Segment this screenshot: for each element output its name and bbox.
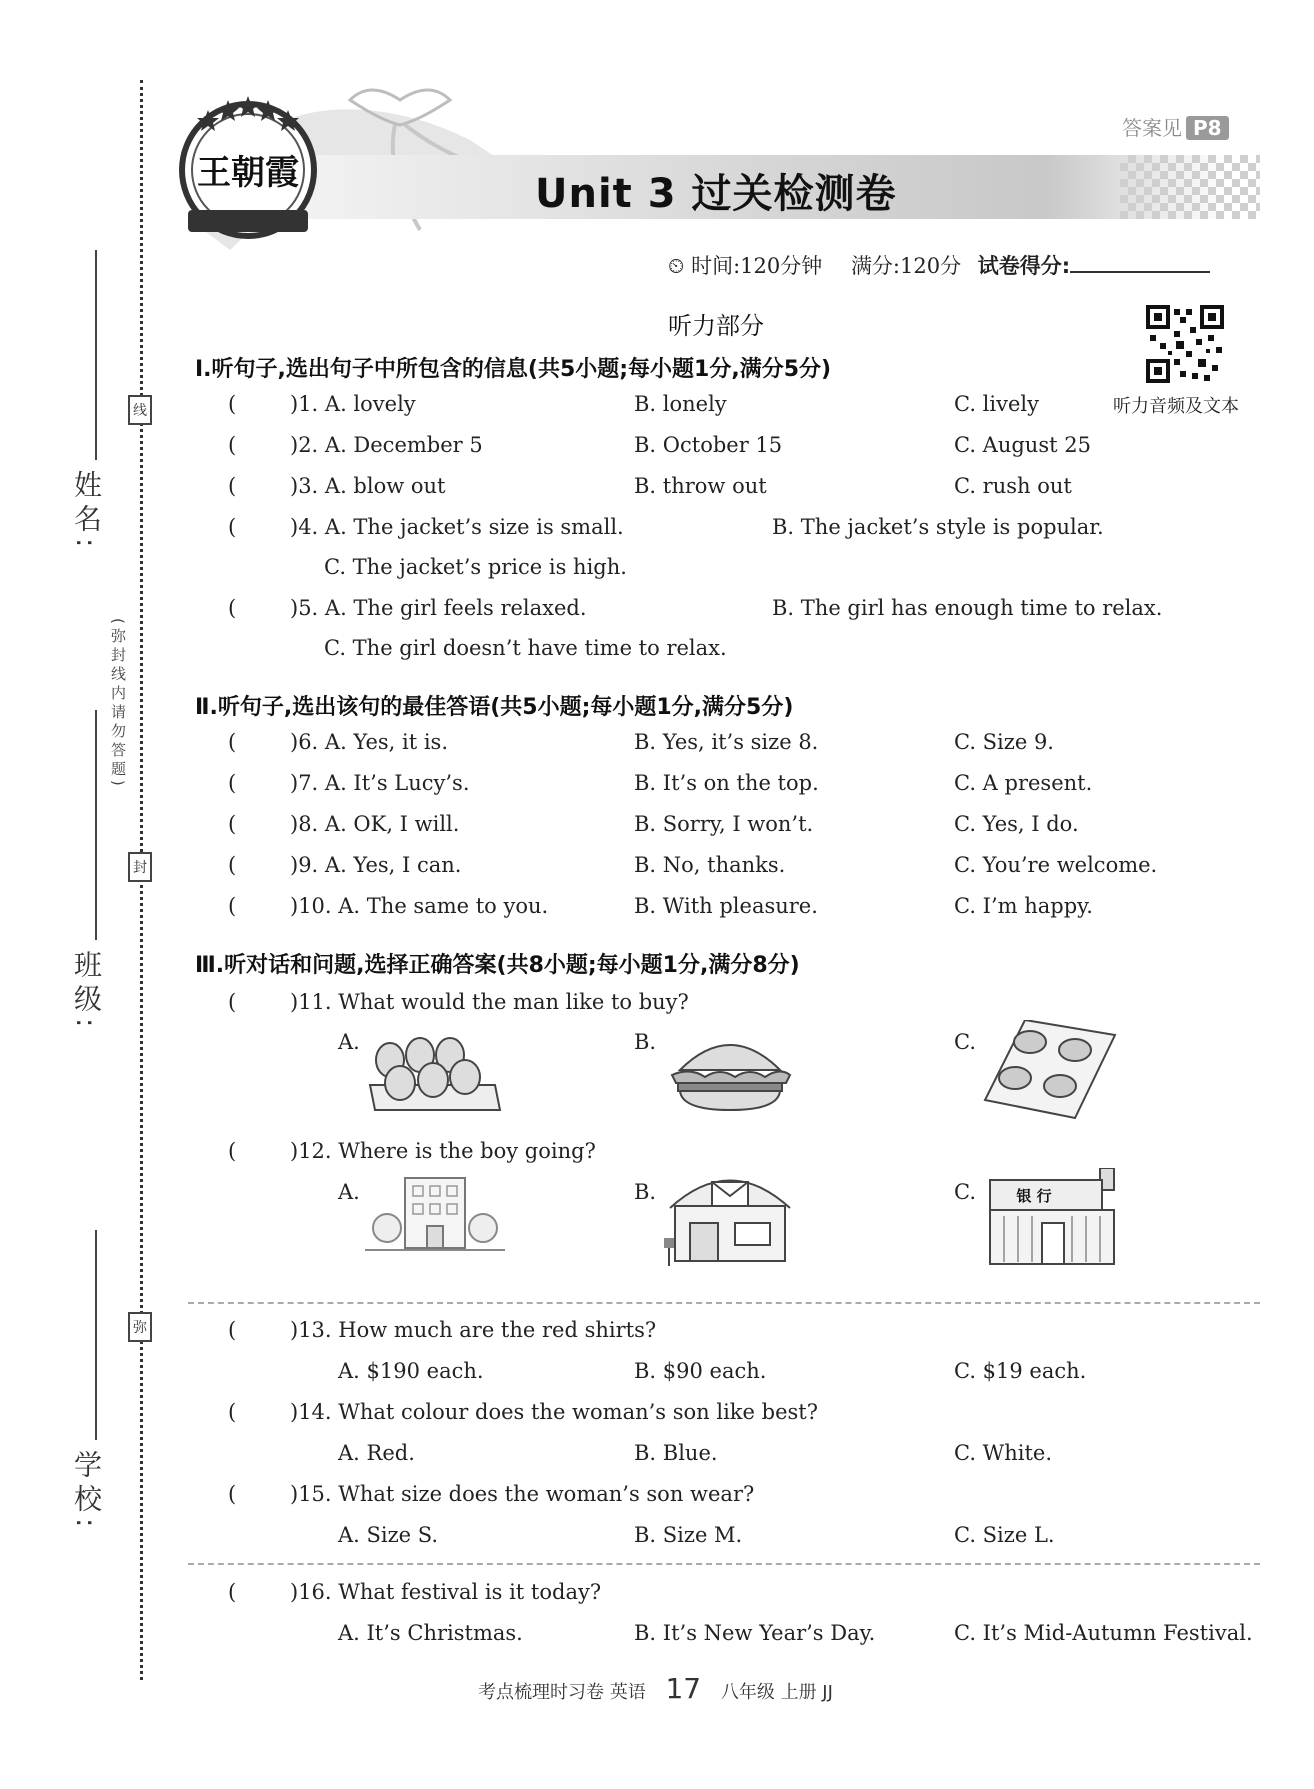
bank-building-image[interactable] bbox=[980, 1168, 1120, 1268]
q5-stem: )5. A. The girl feels relaxed. bbox=[290, 596, 587, 620]
seal-mi-box: 弥 bbox=[128, 1312, 152, 1342]
q5-paren[interactable]: ( bbox=[228, 596, 237, 620]
name-label: 姓名: bbox=[70, 470, 103, 554]
full-score-text: 满分:120分 bbox=[850, 254, 962, 278]
logo-text: 王朝霞 bbox=[197, 153, 299, 193]
section-2-title: Ⅱ.听句子,选出该句的最佳答语(共5小题;每小题1分,满分5分) bbox=[195, 695, 794, 720]
q7-paren[interactable]: ( bbox=[228, 771, 237, 795]
q2-option-b: B. October 15 bbox=[634, 433, 783, 457]
q15-option-b: B. Size M. bbox=[634, 1523, 743, 1547]
q5-option-b: B. The girl has enough time to relax. bbox=[772, 596, 1163, 620]
q16-option-b: B. It’s New Year’s Day. bbox=[634, 1621, 876, 1645]
q13-option-c: C. $19 each. bbox=[954, 1359, 1087, 1383]
answer-ref-label: 答案见 bbox=[1122, 116, 1182, 140]
q11-option-a-label: A. bbox=[338, 1030, 360, 1054]
dashed-separator bbox=[188, 1563, 1260, 1565]
q5-option-c: C. The girl doesn’t have time to relax. bbox=[324, 636, 727, 660]
listening-heading: 听力部分 bbox=[668, 312, 764, 340]
eggs-carton-image[interactable] bbox=[365, 1025, 505, 1125]
q8-option-b: B. Sorry, I won’t. bbox=[634, 812, 814, 836]
q4-option-b: B. The jacket’s style is popular. bbox=[772, 515, 1104, 539]
section-3-title: Ⅲ.听对话和问题,选择正确答案(共8小题;每小题1分,满分8分) bbox=[195, 953, 800, 978]
bank-sign-text: 银 行 bbox=[1016, 1187, 1052, 1205]
q9-stem: )9. A. Yes, I can. bbox=[290, 853, 462, 877]
q11-option-b-label: B. bbox=[634, 1030, 657, 1054]
q16-stem: )16. What festival is it today? bbox=[290, 1580, 602, 1604]
q10-option-c: C. I’m happy. bbox=[954, 894, 1093, 918]
q3-paren[interactable]: ( bbox=[228, 474, 237, 498]
q10-stem: )10. A. The same to you. bbox=[290, 894, 549, 918]
q12-option-c-label: C. bbox=[954, 1180, 976, 1204]
wangzhaoxia-logo bbox=[168, 88, 328, 248]
dashed-separator bbox=[188, 1302, 1260, 1304]
q13-stem: )13. How much are the red shirts? bbox=[290, 1318, 657, 1342]
q8-stem: )8. A. OK, I will. bbox=[290, 812, 460, 836]
q16-option-c: C. It’s Mid-Autumn Festival. bbox=[954, 1621, 1253, 1645]
q14-option-b: B. Blue. bbox=[634, 1441, 718, 1465]
q4-stem: )4. A. The jacket’s size is small. bbox=[290, 515, 624, 539]
q15-stem: )15. What size does the woman’s son wear? bbox=[290, 1482, 755, 1506]
q9-paren[interactable]: ( bbox=[228, 853, 237, 877]
q14-option-c: C. White. bbox=[954, 1441, 1053, 1465]
exam-info bbox=[668, 250, 1210, 280]
q8-paren[interactable]: ( bbox=[228, 812, 237, 836]
q12-option-b-label: B. bbox=[634, 1180, 657, 1204]
q16-paren[interactable]: ( bbox=[228, 1580, 237, 1604]
seal-xian-box: 线 bbox=[128, 395, 152, 425]
q14-option-a: A. Red. bbox=[338, 1441, 415, 1465]
post-office-image[interactable] bbox=[660, 1168, 800, 1268]
q1-paren[interactable]: ( bbox=[228, 392, 237, 416]
mooncakes-box-image[interactable] bbox=[980, 1020, 1120, 1120]
q1-stem: )1. A. lovely bbox=[290, 392, 416, 416]
answer-reference bbox=[1122, 112, 1229, 141]
q7-option-b: B. It’s on the top. bbox=[634, 771, 819, 795]
title-checker-pattern bbox=[1120, 155, 1260, 219]
school-label: 学校: bbox=[70, 1450, 103, 1534]
q10-option-b: B. With pleasure. bbox=[634, 894, 818, 918]
q2-stem: )2. A. December 5 bbox=[290, 433, 483, 457]
q7-option-c: C. A present. bbox=[954, 771, 1093, 795]
footer bbox=[478, 1672, 833, 1705]
time-text: 时间:120分钟 bbox=[691, 254, 823, 278]
school-blank-line bbox=[95, 1230, 97, 1440]
class-label: 班级: bbox=[70, 950, 103, 1034]
q6-paren[interactable]: ( bbox=[228, 730, 237, 754]
qr-code-icon[interactable] bbox=[1146, 305, 1224, 383]
q13-paren[interactable]: ( bbox=[228, 1318, 237, 1342]
answer-ref-page: P8 bbox=[1186, 116, 1229, 140]
q6-option-b: B. Yes, it’s size 8. bbox=[634, 730, 819, 754]
q3-option-b: B. throw out bbox=[634, 474, 767, 498]
q7-stem: )7. A. It’s Lucy’s. bbox=[290, 771, 470, 795]
footer-left: 考点梳理时习卷 英语 bbox=[478, 1682, 646, 1703]
class-blank-line bbox=[95, 710, 97, 940]
q1-option-c: C. lively bbox=[954, 392, 1039, 416]
qr-label: 听力音频及文本 bbox=[1113, 396, 1239, 417]
q6-option-c: C. Size 9. bbox=[954, 730, 1054, 754]
q9-option-c: C. You’re welcome. bbox=[954, 853, 1158, 877]
q12-paren[interactable]: ( bbox=[228, 1139, 237, 1163]
seal-feng-box: 封 bbox=[128, 852, 152, 882]
q11-stem: )11. What would the man like to buy? bbox=[290, 990, 689, 1014]
q11-option-c-label: C. bbox=[954, 1030, 976, 1054]
q15-paren[interactable]: ( bbox=[228, 1482, 237, 1506]
q14-paren[interactable]: ( bbox=[228, 1400, 237, 1424]
section-1-title: Ⅰ.听句子,选出句子中所包含的信息(共5小题;每小题1分,满分5分) bbox=[195, 357, 832, 382]
q3-option-c: C. rush out bbox=[954, 474, 1072, 498]
q4-paren[interactable]: ( bbox=[228, 515, 237, 539]
q8-option-c: C. Yes, I do. bbox=[954, 812, 1079, 836]
q12-option-a-label: A. bbox=[338, 1180, 360, 1204]
q4-option-c: C. The jacket’s price is high. bbox=[324, 555, 627, 579]
q9-option-b: B. No, thanks. bbox=[634, 853, 786, 877]
score-label: 试卷得分: bbox=[977, 254, 1071, 278]
footer-right: 八年级 上册 JJ bbox=[720, 1682, 833, 1703]
q15-option-a: A. Size S. bbox=[338, 1523, 439, 1547]
q15-option-c: C. Size L. bbox=[954, 1523, 1055, 1547]
q13-option-a: A. $190 each. bbox=[338, 1359, 484, 1383]
q14-stem: )14. What colour does the woman’s son like best? bbox=[290, 1400, 818, 1424]
q13-option-b: B. $90 each. bbox=[634, 1359, 767, 1383]
school-building-image[interactable] bbox=[365, 1168, 505, 1268]
q12-stem: )12. Where is the boy going? bbox=[290, 1139, 596, 1163]
hamburger-image[interactable] bbox=[660, 1025, 800, 1125]
binding-note: (弥封线内请勿答题) bbox=[109, 618, 127, 790]
q2-option-c: C. August 25 bbox=[954, 433, 1091, 457]
score-blank[interactable] bbox=[1070, 253, 1210, 273]
page-number: 17 bbox=[665, 1672, 702, 1705]
page-title: Unit 3 过关检测卷 bbox=[535, 171, 897, 217]
q1-option-b: B. lonely bbox=[634, 392, 727, 416]
q2-paren[interactable]: ( bbox=[228, 433, 237, 457]
name-blank-line bbox=[95, 250, 97, 460]
q11-paren[interactable]: ( bbox=[228, 990, 237, 1014]
q16-option-a: A. It’s Christmas. bbox=[338, 1621, 523, 1645]
clock-icon: ⏲ bbox=[668, 254, 685, 278]
q10-paren[interactable]: ( bbox=[228, 894, 237, 918]
q6-stem: )6. A. Yes, it is. bbox=[290, 730, 449, 754]
q3-stem: )3. A. blow out bbox=[290, 474, 446, 498]
